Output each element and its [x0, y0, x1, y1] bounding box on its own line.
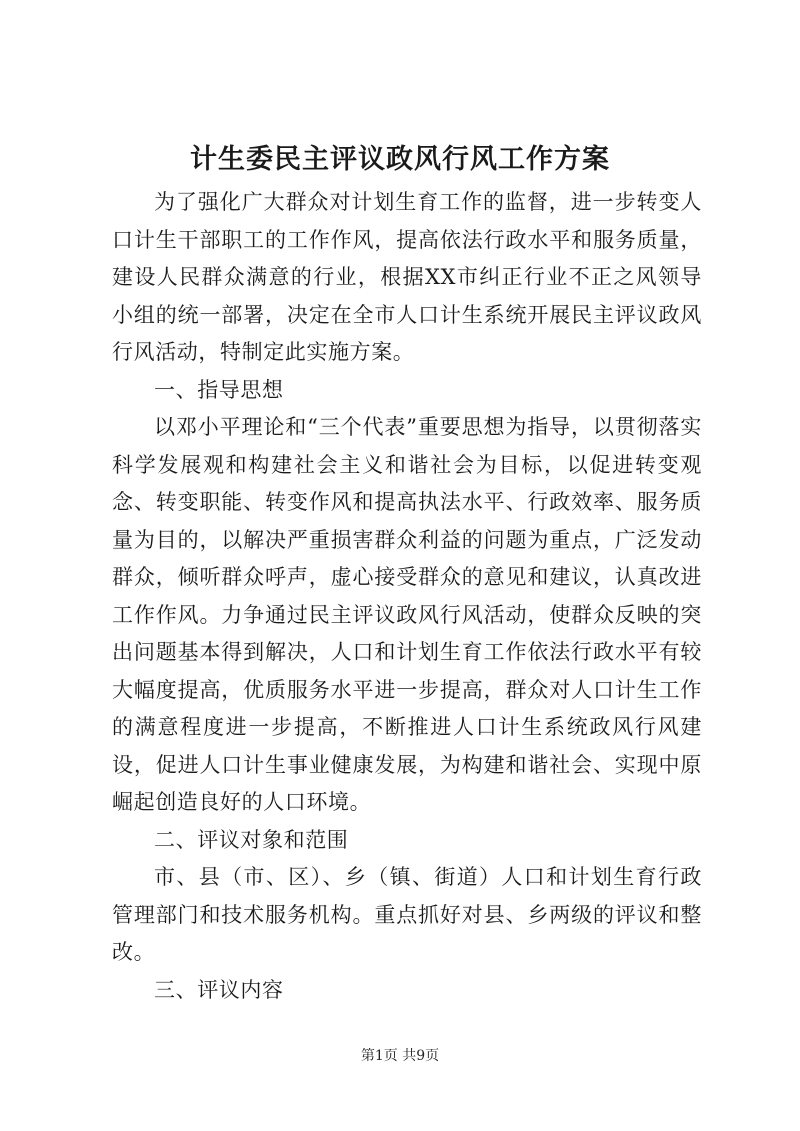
section-heading-guiding-ideology: 一、指导思想 — [154, 377, 284, 402]
section-heading-scope: 二、评议对象和范围 — [154, 827, 349, 852]
document-title: 计生委民主评议政风行风工作方案 — [190, 144, 610, 175]
scope-paragraph: 市、县（市、区）、乡（镇、街道）人口和计划生育行政管理部门和技术服务机构。重点抓好对县、乡两级的评议和整改。 — [112, 865, 702, 964]
document-body — [112, 184, 702, 1009]
guiding-ideology-paragraph: 以邓小平理论和“三个代表”重要思想为指导，以贯彻落实科学发展观和构建社会主义和谐社会为目标，以促进转变观念、转变职能、转变作风和提高执法水平、行政效率、服务质量为目的，以解决严重损害群众利益的问题为重点，广泛发动群众，倾听群众呼声，虚心接受群众的意见和建议，认真改进工作作风。力争通过民主评议政风行风活动，使群众反映的突出问题基本得到解决，人口和计划生育工作依法行政水平有较大幅度提高，优质服务水平进一步提高，群众对人口计生工作的满意程度进一步提高，不断推进人口计生系统政风行风建设，促进人口计生事业健康发展，为构建和谐社会、实现中原崛起创造良好的人口环境。 — [112, 415, 702, 814]
page-number-footer: 第1页 共9页 — [360, 1048, 440, 1064]
section-heading-content: 三、评议内容 — [154, 977, 284, 1002]
intro-paragraph: 为了强化广大群众对计划生育工作的监督，进一步转变人口计生干部职工的工作作风，提高依法行政水平和服务质量，建设人民群众满意的行业，根据XX市纠正行业不正之风领导小组的统一部署，决定在全市人口计生系统开展民主评议政风行风活动，特制定此实施方案。 — [112, 190, 702, 364]
